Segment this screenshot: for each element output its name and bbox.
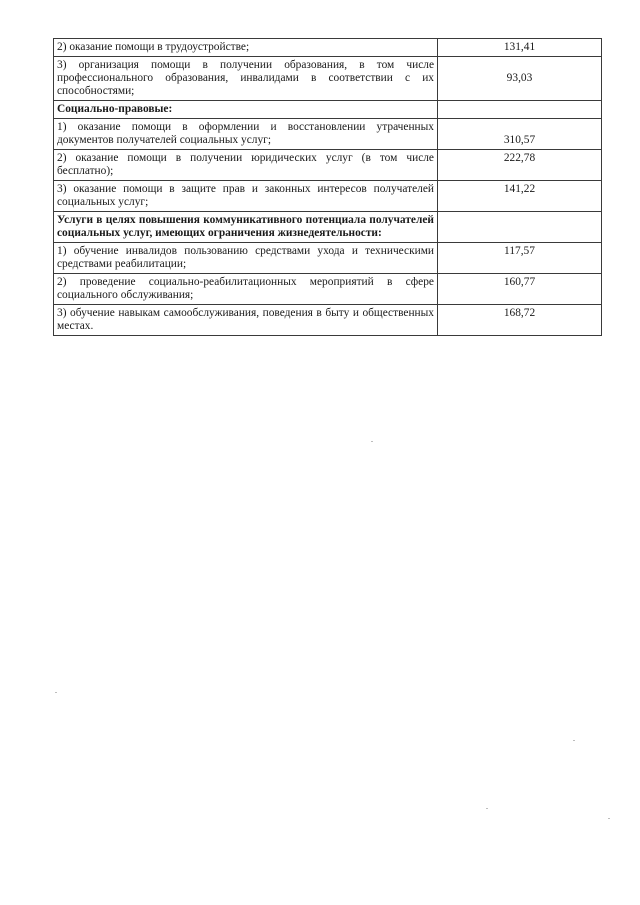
service-price: 222,78 bbox=[438, 150, 602, 181]
section-header: Услуги в целях повышения коммуникативного потенциала получателей социальных услуг, имеющих ограничения жизнедеятельности: bbox=[54, 212, 438, 243]
service-description: 2) оказание помощи в трудоустройстве; bbox=[54, 39, 438, 57]
scan-speck bbox=[486, 808, 488, 809]
service-description: 2) проведение социально-реабилитационных мероприятий в сфере социального обслуживания; bbox=[54, 274, 438, 305]
section-header-row bbox=[54, 101, 602, 119]
table-row bbox=[54, 181, 602, 212]
service-description: 3) обучение навыкам самообслуживания, поведения в быту и общественных местах. bbox=[54, 305, 438, 336]
table-row bbox=[54, 305, 602, 336]
service-price: 117,57 bbox=[438, 243, 602, 274]
service-description: 3) организация помощи в получении образования, в том числе профессионального образования, инвалидами в соответствии с их способностями; bbox=[54, 57, 438, 101]
scan-speck bbox=[573, 740, 575, 741]
table-row bbox=[54, 119, 602, 150]
table-row bbox=[54, 243, 602, 274]
scan-speck bbox=[371, 441, 373, 442]
table-row bbox=[54, 57, 602, 101]
service-description: 3) оказание помощи в защите прав и законных интересов получателей социальных услуг; bbox=[54, 181, 438, 212]
services-price-table bbox=[53, 38, 602, 336]
service-price: 93,03 bbox=[438, 57, 602, 101]
service-price: 141,22 bbox=[438, 181, 602, 212]
service-price bbox=[438, 212, 602, 243]
service-price: 160,77 bbox=[438, 274, 602, 305]
service-price: 131,41 bbox=[438, 39, 602, 57]
service-description: 1) обучение инвалидов пользованию средствами ухода и техническими средствами реабилитации; bbox=[54, 243, 438, 274]
scan-speck bbox=[608, 818, 610, 819]
service-price: 310,57 bbox=[438, 119, 602, 150]
table-row bbox=[54, 274, 602, 305]
service-description: 1) оказание помощи в оформлении и восстановлении утраченных документов получателей социальных услуг; bbox=[54, 119, 438, 150]
scan-speck bbox=[55, 692, 57, 693]
service-description: 2) оказание помощи в получении юридических услуг (в том числе бесплатно); bbox=[54, 150, 438, 181]
section-header: Социально-правовые: bbox=[54, 101, 438, 119]
table-row bbox=[54, 150, 602, 181]
table-row bbox=[54, 39, 602, 57]
service-price: 168,72 bbox=[438, 305, 602, 336]
section-header-row bbox=[54, 212, 602, 243]
service-price bbox=[438, 101, 602, 119]
